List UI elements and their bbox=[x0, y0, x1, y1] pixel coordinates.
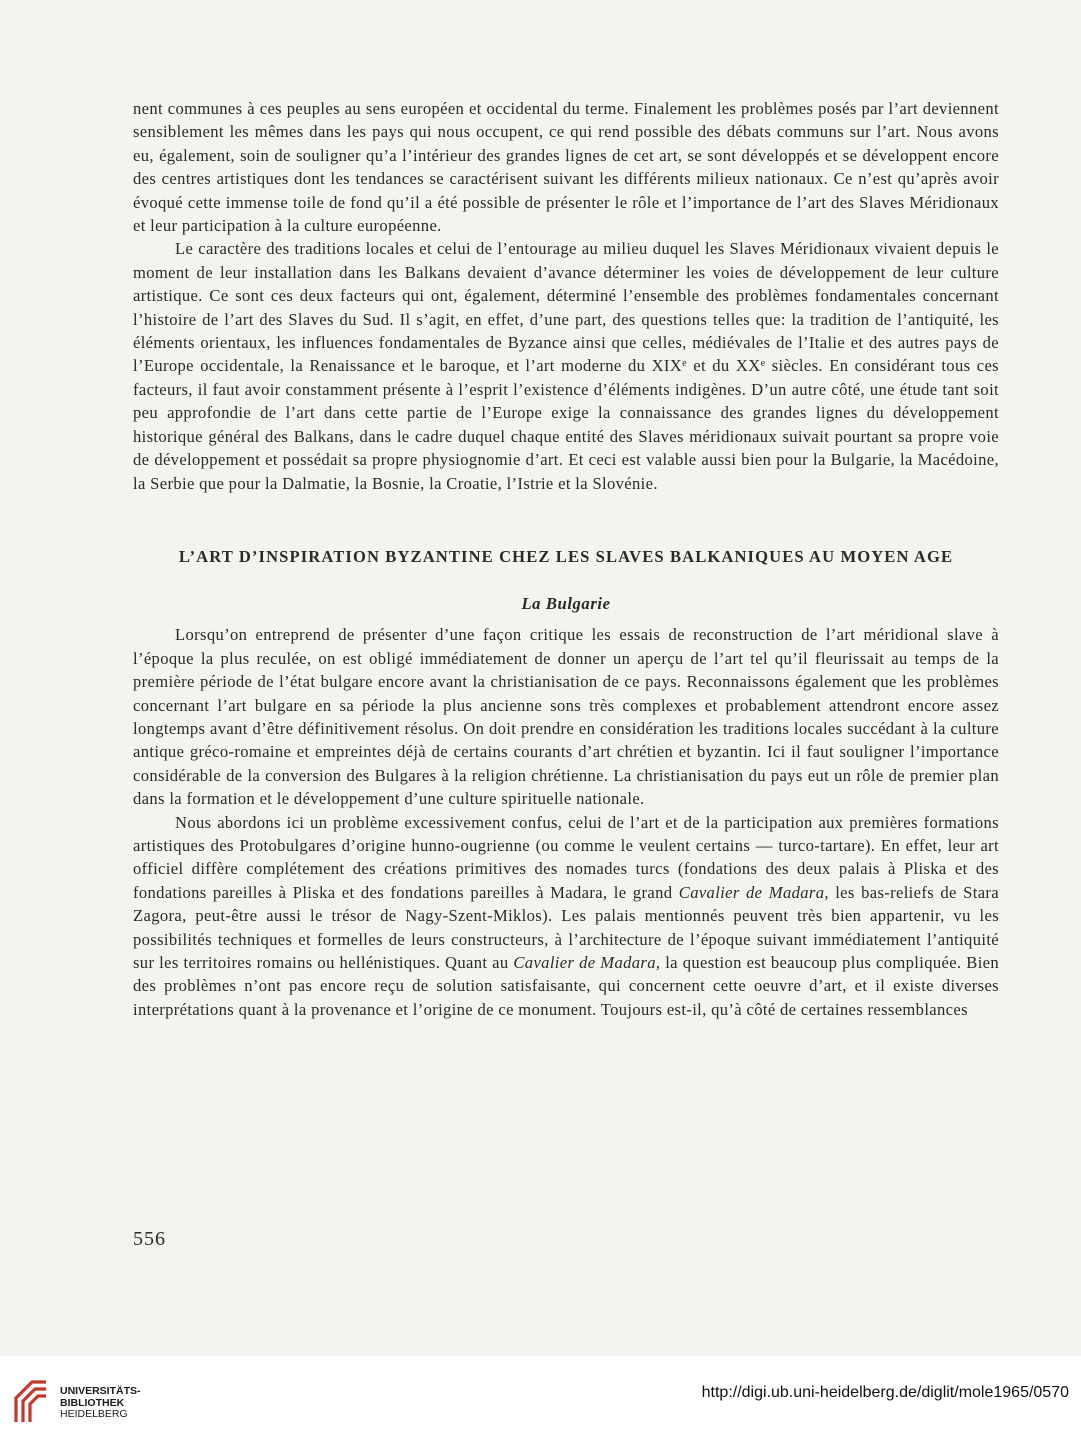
source-url-link[interactable]: http://digi.ub.uni-heidelberg.de/diglit/mole1965/0570 bbox=[701, 1384, 1069, 1401]
artwork-title-italic: Cavalier de Madara, bbox=[678, 882, 829, 902]
section-heading: L’ART D’INSPIRATION BYZANTINE CHEZ LES SLAVES BALKANIQUES AU MOYEN AGE bbox=[178, 546, 954, 566]
paragraph-4-text-a: Nous abordons ici un problème excessivement confus, celui de l’art et de la participation aux premières formations artistiques des Protobulgares d’origine hunno-ougrienne (ou comme le veulent certains — turco-tartare). En effet, leur art officiel diffère complétement des créations primitives des nomades turcs (fondations des deux palais à Pliska et des fondations pareilles à Pliska et des fondations pareilles à Madara, le grand bbox=[133, 812, 999, 902]
artwork-title-italic: Cavalier de Madara, bbox=[513, 953, 661, 972]
library-name-line: HEIDELBERG bbox=[60, 1408, 128, 1420]
page-number: 556 bbox=[133, 1228, 166, 1250]
body-text bbox=[133, 97, 999, 1021]
superscript-e: e bbox=[682, 358, 687, 370]
library-name-line: BIBLIOTHEK bbox=[60, 1396, 125, 1409]
paragraph-2-text-b: et du XX bbox=[686, 356, 761, 376]
paragraph-4 bbox=[133, 811, 999, 1022]
library-name bbox=[60, 1386, 141, 1421]
superscript-e: e bbox=[760, 358, 766, 370]
digitization-footer bbox=[0, 1356, 1081, 1446]
paragraph-2 bbox=[133, 237, 999, 494]
paragraph-3-text: Lorsqu’on entreprend de présenter d’une façon critique les essais de reconstruction de l’art méridional slave à l’époque la plus reculée, on est obligé immédiatement de donner un aperçu de l’art tel qu’il fleurissait au temps de la première période de l’état bulgare encore avant la christianisation de ce pays. Reconnaissons également que les problèmes concernant l’art bulgare en sa période la plus ancienne sons très complexes et probablement attendront encore assez longtemps avant d’être définitivement résolus. On doit prendre en considération les traditions locales succédant à la culture antique gréco-romaine et empreintes déjà de certains courants d’art chrétien et byzantin. Ici il faut souligner l’importance considérable de la conversion des Bulgares à la religion chrétienne. La christianisation du pays eut un rôle de premier plan dans la formation et le développement d’une culture spirituelle nationale. bbox=[133, 625, 999, 809]
paragraph-1 bbox=[133, 97, 999, 237]
paragraph-2-text-a: Le caractère des traditions locales et celui de l’entourage au milieu duquel les Slaves Méridionaux vivaient depuis le moment de leur installation dans les Balkans devaient d’avance déterminer les voies de développement de leur culture artistique. Ce sont ces deux facteurs qui ont, également, déterminé l’ensemble des problèmes fondamentales concernant l’histoire de l’art des Slaves du Sud. Il s’agit, en effet, d’une part, des questions telles que: la tradition de l’antiquité, les éléments orientaux, les influences fondamentales de Byzance ainsi que celles, médiévales de l’Italie et des autres pays de l’Europe occidentale, la Renaissance et le baroque, et l’art moderne du XIX bbox=[133, 239, 999, 376]
paragraph-1-text: nent communes à ces peuples au sens européen et occidental du terme. Finalement les problèmes posés par l’art deviennent sensiblement les mêmes dans les pays qui nous occupent, ce qui rend possible des débats communs sur l’art. Nous avons eu, également, soin de souligner qu’a l’intérieur des grandes lignes de cet art, se sont développés et se développent encore des centres artistiques dont les tendances se caractérisent suivant les différents milieux nationaux. Ce n’est qu’après avoir évoqué cette immense toile de fond qu’il a été possible de présenter le rôle et l’importance de l’art des Slaves Méridionaux et leur participation à la culture européenne. bbox=[133, 99, 999, 236]
paragraph-3 bbox=[133, 623, 999, 810]
paragraph-4-text-c: la question est beaucoup plus compliquée. Bien des problèmes n’ont pas encore reçu de solution satisfaisante, qui concernent cette oeuvre d’art, et il existe diverses interprétations quant à la provenance et l’origine de ce monument. Toujours est-il, qu’à côté de certaines ressemblances bbox=[133, 953, 1000, 1019]
library-name-line: UNIVERSITÄTS- bbox=[60, 1385, 141, 1397]
paragraph-2-text-c: siècles. En considérant tous ces facteurs, il faut avoir constamment présente à l’esprit l’existence d’éléments indigènes. D’un autre côté, une étude tant soit peu approfondie de l’art dans cette partie de l’Europe exige la connaissance des grandes lignes du développement historique général des Balkans, dans le cadre duquel chaque entité des Slaves méridionaux suivait pourtant sa propre voie de développement et possédait sa propre physiognomie d’art. Et ceci est valable aussi bien pour la Bulgarie, la Macédoine, la Serbie que pour la Dalmatie, la Bosnie, la Croatie, l’Istrie et la Slovénie. bbox=[133, 356, 999, 493]
library-logo-icon bbox=[12, 1376, 52, 1426]
subsection-heading: La Bulgarie bbox=[521, 593, 611, 613]
paragraph-4-text-b: les bas-reliefs de Stara Zagora, peut-être aussi le trésor de Nagy-Szent-Miklos). Les palais mentionnés peuvent très bien appartenir, vu les possibilités techniques et formelles de leurs constructeurs, à l’architecture de l’époque suivant immédiatement l’antiquité sur les territoires romains ou hellénistiques. Quant au bbox=[133, 882, 1000, 972]
